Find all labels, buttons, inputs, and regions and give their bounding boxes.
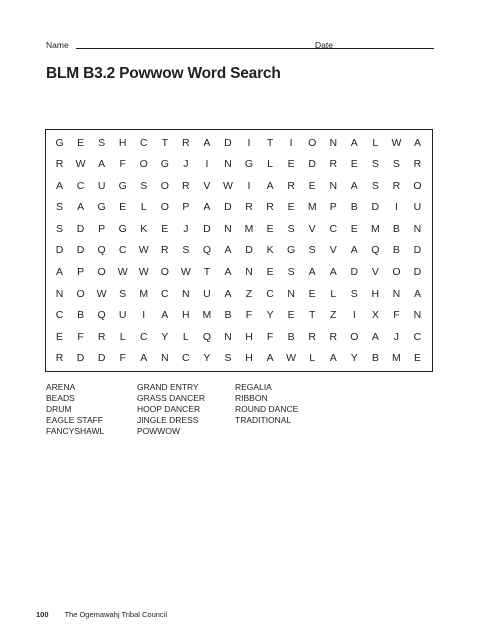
grid-cell[interactable]: A: [161, 309, 169, 322]
grid-cell[interactable]: A: [224, 266, 232, 279]
grid-cell[interactable]: M: [307, 201, 317, 214]
grid-cell[interactable]: G: [55, 136, 64, 149]
grid-cell[interactable]: N: [329, 136, 338, 149]
grid-cell[interactable]: T: [161, 136, 168, 149]
grid-cell[interactable]: S: [392, 158, 400, 171]
grid-cell[interactable]: I: [247, 179, 251, 192]
grid-cell[interactable]: P: [98, 222, 106, 235]
grid-cell[interactable]: N: [413, 309, 422, 322]
grid-cell[interactable]: I: [352, 309, 356, 322]
word-list-item: GRASS DANCER: [137, 393, 206, 403]
grid-cell[interactable]: D: [76, 222, 85, 235]
grid-cell[interactable]: N: [55, 287, 64, 300]
grid-cell[interactable]: G: [287, 244, 296, 257]
grid-cell[interactable]: S: [371, 179, 379, 192]
word-list-item: GRAND ENTRY: [137, 382, 199, 392]
word-search-grid: [45, 129, 433, 372]
grid-cell[interactable]: W: [75, 158, 86, 171]
grid-cell[interactable]: G: [118, 222, 127, 235]
grid-cell[interactable]: S: [224, 352, 232, 365]
grid-cell[interactable]: A: [56, 179, 64, 192]
grid-cell[interactable]: E: [287, 201, 295, 214]
grid-cell[interactable]: E: [161, 222, 169, 235]
grid-cell[interactable]: D: [308, 158, 316, 171]
grid-cell[interactable]: P: [77, 266, 85, 279]
grid-cell[interactable]: O: [139, 158, 148, 171]
grid-cell[interactable]: C: [182, 352, 190, 365]
name-date-row: [46, 40, 436, 52]
word-list-item: JINGLE DRESS: [137, 415, 199, 425]
grid-cell[interactable]: I: [289, 136, 293, 149]
grid-cell[interactable]: A: [371, 330, 379, 343]
word-list-item: POWWOW: [137, 426, 180, 436]
grid-cell[interactable]: C: [266, 287, 274, 300]
grid-cell[interactable]: W: [117, 266, 128, 279]
grid-cell[interactable]: N: [182, 287, 190, 300]
grid-cell[interactable]: Y: [350, 352, 358, 365]
grid-cell[interactable]: J: [183, 222, 189, 235]
grid-cell[interactable]: S: [56, 222, 64, 235]
grid-cell[interactable]: O: [76, 287, 85, 300]
grid-cell[interactable]: E: [266, 222, 274, 235]
grid-cell[interactable]: D: [224, 136, 232, 149]
name-field[interactable]: [76, 48, 346, 49]
grid-cell[interactable]: C: [139, 330, 148, 343]
grid-cell[interactable]: M: [370, 222, 380, 235]
grid-cell[interactable]: C: [413, 330, 422, 343]
grid-cell[interactable]: Y: [161, 330, 169, 343]
grid-cell[interactable]: A: [350, 179, 358, 192]
grid-cell[interactable]: D: [224, 201, 232, 214]
grid-cell[interactable]: A: [308, 266, 316, 279]
grid-cell[interactable]: R: [245, 201, 253, 214]
grid-cell[interactable]: E: [413, 352, 421, 365]
grid-cell[interactable]: F: [266, 330, 274, 343]
grid-cell[interactable]: Z: [245, 287, 253, 300]
grid-cell[interactable]: O: [160, 179, 169, 192]
grid-cell[interactable]: F: [245, 309, 253, 322]
word-list-item: EAGLE STAFF: [46, 415, 103, 425]
grid-cell[interactable]: T: [266, 136, 274, 149]
grid-cell[interactable]: A: [266, 352, 274, 365]
grid-cell[interactable]: W: [138, 266, 149, 279]
grid-cell[interactable]: S: [56, 201, 64, 214]
grid-cell[interactable]: S: [287, 266, 295, 279]
grid-cell[interactable]: A: [329, 352, 337, 365]
word-column: [46, 382, 104, 437]
grid-cell[interactable]: X: [371, 309, 379, 322]
grid-cell[interactable]: H: [182, 309, 190, 322]
word-column: [235, 382, 298, 426]
grid-cell[interactable]: R: [182, 136, 190, 149]
grid-cell[interactable]: U: [118, 309, 127, 322]
grid-cell[interactable]: O: [160, 201, 169, 214]
grid-cell[interactable]: G: [160, 158, 169, 171]
grid-cell[interactable]: G: [97, 201, 106, 214]
grid-cell[interactable]: A: [98, 158, 106, 171]
grid-cell[interactable]: I: [247, 136, 251, 149]
grid-cell[interactable]: D: [245, 244, 253, 257]
grid-cell[interactable]: C: [76, 179, 85, 192]
grid-cell[interactable]: B: [287, 330, 295, 343]
page-title: BLM B3.2 Powwow Word Search: [46, 65, 281, 82]
grid-cell[interactable]: S: [371, 158, 379, 171]
grid-cell[interactable]: F: [119, 158, 126, 171]
grid-cell[interactable]: C: [118, 244, 127, 257]
grid-cell[interactable]: A: [56, 266, 64, 279]
grid-cell[interactable]: I: [394, 201, 398, 214]
grid-cell[interactable]: Y: [203, 352, 211, 365]
grid-cell[interactable]: B: [371, 352, 379, 365]
grid-cell[interactable]: V: [371, 266, 379, 279]
grid-cell[interactable]: S: [140, 179, 148, 192]
grid-cell[interactable]: R: [329, 158, 338, 171]
grid-cell[interactable]: E: [56, 330, 64, 343]
word-list-item: FANCYSHAWL: [46, 426, 105, 436]
grid-cell[interactable]: S: [98, 136, 106, 149]
grid-cell[interactable]: P: [182, 201, 190, 214]
grid-cell[interactable]: W: [286, 352, 297, 365]
grid-cell[interactable]: M: [392, 352, 401, 365]
grid-cell[interactable]: O: [160, 266, 169, 279]
grid-cell[interactable]: O: [350, 330, 359, 343]
grid-cell[interactable]: D: [413, 244, 422, 257]
publisher-name: The Ogemawahj Tribal Council: [64, 610, 168, 619]
grid-cell[interactable]: S: [308, 244, 316, 257]
grid-cell[interactable]: N: [392, 287, 401, 300]
grid-cell[interactable]: J: [393, 330, 400, 343]
grid-cell[interactable]: P: [329, 201, 337, 214]
grid-cell[interactable]: M: [139, 287, 149, 300]
grid-cell[interactable]: Z: [330, 309, 337, 322]
grid-cell[interactable]: M: [202, 309, 212, 322]
grid-cell[interactable]: C: [329, 222, 338, 235]
grid-cell[interactable]: M: [244, 222, 254, 235]
grid-cell[interactable]: D: [76, 352, 85, 365]
grid-cell[interactable]: V: [203, 179, 211, 192]
grid-cell[interactable]: B: [392, 222, 400, 235]
grid-cell[interactable]: V: [329, 244, 337, 257]
grid-cell[interactable]: O: [392, 266, 401, 279]
grid-cell[interactable]: L: [267, 158, 273, 171]
grid-cell[interactable]: B: [392, 244, 400, 257]
grid-cell[interactable]: N: [161, 352, 169, 365]
grid-cell[interactable]: E: [77, 136, 85, 149]
grid-cell[interactable]: U: [97, 179, 106, 192]
grid-cell[interactable]: H: [371, 287, 380, 300]
grid-cell[interactable]: W: [96, 287, 107, 300]
grid-cell[interactable]: A: [224, 244, 232, 257]
word-list-item: TRADITIONAL: [235, 415, 292, 425]
grid-cell[interactable]: W: [138, 244, 149, 257]
grid-cell[interactable]: W: [391, 136, 402, 149]
grid-cell[interactable]: R: [266, 201, 274, 214]
grid-cell[interactable]: K: [266, 244, 274, 257]
grid-cell[interactable]: Q: [202, 330, 211, 343]
word-list-item: ROUND DANCE: [235, 404, 299, 414]
grid-cell[interactable]: R: [413, 158, 422, 171]
grid-cell[interactable]: E: [350, 222, 358, 235]
grid-cell[interactable]: R: [161, 244, 169, 257]
grid-cell[interactable]: W: [223, 179, 233, 192]
grid-cell[interactable]: L: [309, 352, 316, 365]
grid-cell[interactable]: H: [245, 330, 253, 343]
grid-cell[interactable]: K: [140, 222, 148, 235]
grid-cell[interactable]: R: [308, 330, 316, 343]
grid-cell[interactable]: D: [371, 201, 380, 214]
grid-cell[interactable]: R: [55, 158, 64, 171]
grid-cell[interactable]: V: [308, 222, 316, 235]
grid-cell[interactable]: C: [55, 309, 64, 322]
grid-cell[interactable]: Q: [371, 244, 380, 257]
grid-cell[interactable]: T: [308, 309, 316, 322]
grid-cell[interactable]: N: [413, 222, 422, 235]
grid-cell[interactable]: I: [205, 158, 209, 171]
grid-cell[interactable]: A: [140, 352, 148, 365]
grid-cell[interactable]: Q: [202, 244, 211, 257]
grid-cell[interactable]: U: [413, 201, 422, 214]
grid-cell[interactable]: R: [392, 179, 401, 192]
grid-cell[interactable]: E: [308, 287, 316, 300]
grid-cell[interactable]: E: [287, 309, 295, 322]
grid-cell[interactable]: J: [183, 158, 189, 171]
grid-cell[interactable]: S: [287, 222, 295, 235]
name-label: Name: [46, 40, 69, 50]
grid-cell[interactable]: A: [413, 287, 421, 300]
grid-cell[interactable]: D: [76, 244, 85, 257]
date-field[interactable]: [342, 48, 434, 49]
grid-cell[interactable]: R: [55, 352, 64, 365]
grid-cell[interactable]: A: [224, 287, 232, 300]
grid-cell[interactable]: N: [224, 158, 232, 171]
grid-cell[interactable]: R: [329, 330, 338, 343]
grid-cell[interactable]: S: [350, 287, 358, 300]
word-list-item: BEADS: [46, 393, 75, 403]
grid-cell[interactable]: O: [413, 179, 422, 192]
grid-cell[interactable]: R: [182, 179, 190, 192]
grid-cell[interactable]: N: [329, 179, 338, 192]
grid-cell[interactable]: A: [266, 179, 274, 192]
grid-cell[interactable]: L: [119, 330, 126, 343]
grid-cell[interactable]: A: [350, 136, 358, 149]
page-footer: [36, 610, 167, 619]
word-list-item: HOOP DANCER: [137, 404, 201, 414]
grid-cell[interactable]: L: [140, 201, 147, 214]
grid-cell[interactable]: W: [180, 266, 191, 279]
grid-cell[interactable]: E: [287, 158, 295, 171]
grid-cell[interactable]: S: [119, 287, 127, 300]
grid-cell[interactable]: B: [350, 201, 358, 214]
grid-cell[interactable]: D: [97, 352, 106, 365]
grid-cell[interactable]: G: [118, 179, 127, 192]
word-list-item: ARENA: [46, 382, 76, 392]
grid-cell[interactable]: D: [350, 266, 359, 279]
grid-cell[interactable]: A: [413, 136, 421, 149]
grid-cell[interactable]: A: [329, 266, 337, 279]
grid-cell[interactable]: O: [97, 266, 106, 279]
grid-cell[interactable]: D: [413, 266, 422, 279]
date-label: Date: [315, 40, 333, 50]
grid-cell[interactable]: E: [119, 201, 127, 214]
grid-cell[interactable]: N: [224, 222, 232, 235]
grid-cell[interactable]: A: [77, 201, 85, 214]
grid-cell[interactable]: G: [244, 158, 254, 171]
grid-cell[interactable]: F: [77, 330, 84, 343]
grid-cell[interactable]: A: [350, 244, 358, 257]
grid-cell[interactable]: R: [97, 330, 106, 343]
word-list-item: REGALIA: [235, 382, 272, 392]
grid-cell[interactable]: C: [139, 136, 148, 149]
grid-cell[interactable]: H: [245, 352, 253, 365]
grid-cell[interactable]: Q: [97, 309, 106, 322]
grid-cell[interactable]: E: [266, 266, 274, 279]
grid-cell[interactable]: N: [287, 287, 295, 300]
grid-cell[interactable]: S: [182, 244, 190, 257]
grid-cell[interactable]: N: [245, 266, 253, 279]
grid-cell[interactable]: L: [330, 287, 337, 300]
grid-cell[interactable]: C: [161, 287, 169, 300]
grid-cell[interactable]: E: [308, 179, 316, 192]
grid-cell[interactable]: Q: [97, 244, 106, 257]
grid-cell[interactable]: L: [182, 330, 189, 343]
word-list-item: DRUM: [46, 404, 72, 414]
grid-cell[interactable]: E: [350, 158, 358, 171]
grid-cell[interactable]: D: [203, 222, 211, 235]
word-column: [137, 382, 205, 437]
grid-cell[interactable]: F: [393, 309, 400, 322]
grid-cell[interactable]: T: [203, 266, 211, 279]
grid-cell[interactable]: F: [119, 352, 126, 365]
word-list-item: RIBBON: [235, 393, 268, 403]
grid-cell[interactable]: A: [203, 136, 211, 149]
grid-cell[interactable]: D: [55, 244, 64, 257]
page-number: 100: [36, 610, 49, 619]
grid-cell[interactable]: A: [203, 201, 211, 214]
grid-cell[interactable]: L: [372, 136, 379, 149]
grid-cell[interactable]: B: [77, 309, 85, 322]
grid-cell[interactable]: B: [224, 309, 232, 322]
grid-cell[interactable]: Y: [266, 309, 274, 322]
grid-cell[interactable]: N: [224, 330, 232, 343]
grid-cell[interactable]: H: [118, 136, 127, 149]
grid-cell[interactable]: O: [308, 136, 317, 149]
grid-cell[interactable]: U: [203, 287, 211, 300]
grid-cell[interactable]: I: [142, 309, 146, 322]
grid-cell[interactable]: R: [287, 179, 295, 192]
